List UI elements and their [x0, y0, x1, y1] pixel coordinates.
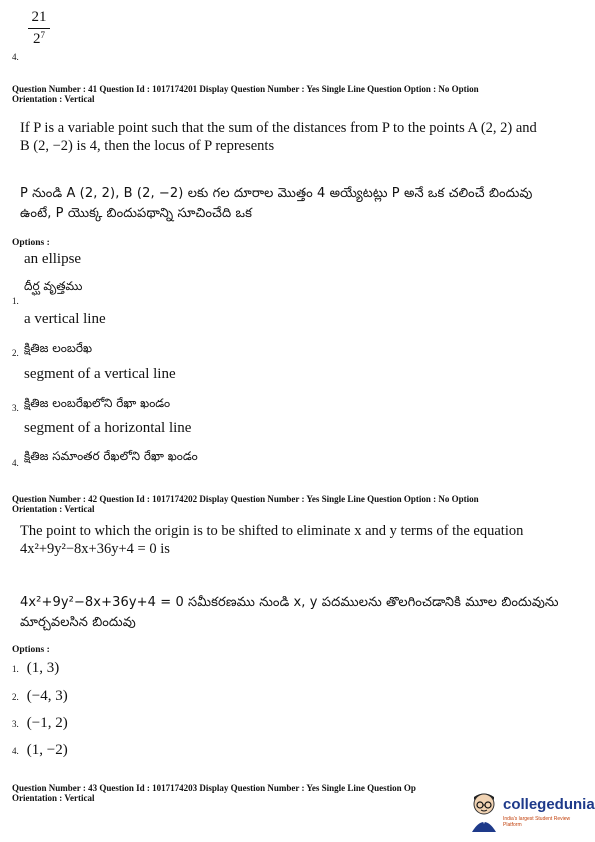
option-row[interactable]: [12, 741, 68, 759]
option-number: 3.: [12, 403, 19, 413]
option-number: 4.: [12, 458, 19, 468]
question-text-en: If P is a variable point such that the sum of the distances from P to the points A (2, 2) and B (2, −2) is 4, then the locus of P represents: [20, 120, 537, 154]
question-meta: Question Number : 41 Question Id : 1017174201 Display Question Number : Yes Single Line Question Option : No Option: [12, 84, 479, 94]
option-number: 1.: [12, 664, 19, 674]
fraction-numerator: 21: [31, 9, 47, 25]
question-meta: Question Number : 42 Question Id : 1017174202 Display Question Number : Yes Single Line Question Option : No Option: [12, 494, 479, 504]
option-number: 2.: [12, 692, 19, 702]
question-orientation: Orientation : Vertical: [12, 793, 95, 803]
question-orientation: Orientation : Vertical: [12, 94, 95, 104]
question-text-en: The point to which the origin is to be shifted to eliminate x and y terms of the equation 4x²+9y²−8x+36y+4 = 0 is: [20, 523, 524, 557]
option-row[interactable]: [12, 659, 59, 677]
option-value[interactable]: (1, −2): [26, 742, 68, 758]
logo-wordmark: collegedunia: [503, 796, 595, 813]
question-text-te: 4x²+9y²−8x+36y+4 = 0 సమీకరణము నుండి x, y పదములను తొలగించడానికి మూల బిందువును మార్చవలసిన బిందువు: [20, 595, 559, 630]
options-label: Options :: [12, 645, 50, 655]
option-value[interactable]: (1, 3): [26, 660, 60, 676]
option-text-en[interactable]: an ellipse: [24, 251, 82, 267]
student-mascot-icon: [467, 790, 501, 834]
fraction-denominator: $2^7$: [33, 30, 45, 47]
option-value[interactable]: (−4, 3): [26, 688, 68, 704]
option-text-te[interactable]: క్షితిజ లంబరేఖ: [24, 341, 93, 355]
question-meta: Question Number : 43 Question Id : 1017174203 Display Question Number : Yes Single Line Question Op: [12, 783, 416, 793]
option-text-te[interactable]: దీర్ఘ వృత్తము: [24, 279, 83, 293]
question-text-te: P నుండి A (2, 2), B (2, −2) లకు గల దూరాల మొత్తం 4 అయ్యేటట్లు P అనే ఒక చలించే బిందువు ఉంటే, P యొక్క బిందుపథాన్ని సూచించేది ఒక: [20, 186, 533, 221]
option-text-en[interactable]: a vertical line: [24, 311, 106, 327]
option-number: 3.: [12, 719, 19, 729]
option-text-te[interactable]: క్షితిజ సమాంతర రేఖలోని రేఖా ఖండం: [24, 449, 198, 463]
option-number: 4.: [12, 52, 19, 62]
option-value[interactable]: (−1, 2): [26, 715, 68, 731]
logo-tagline: India's largest Student Review Platform: [503, 816, 571, 828]
option-text-te[interactable]: క్షితిజ లంబరేఖలోని రేఖా ఖండం: [24, 396, 171, 410]
question-orientation: Orientation : Vertical: [12, 504, 95, 514]
option-row[interactable]: [12, 687, 68, 705]
option-number: 1.: [12, 296, 19, 306]
option-text-en[interactable]: segment of a vertical line: [24, 366, 176, 382]
option-row[interactable]: [12, 714, 68, 732]
option-number: 4.: [12, 746, 19, 756]
fraction-bar: [28, 28, 50, 29]
collegedunia-logo: [467, 790, 595, 834]
option-text-en[interactable]: segment of a horizontal line: [24, 420, 192, 436]
options-label: Options :: [12, 238, 50, 248]
option-number: 2.: [12, 348, 19, 358]
fraction-option: [28, 10, 50, 47]
